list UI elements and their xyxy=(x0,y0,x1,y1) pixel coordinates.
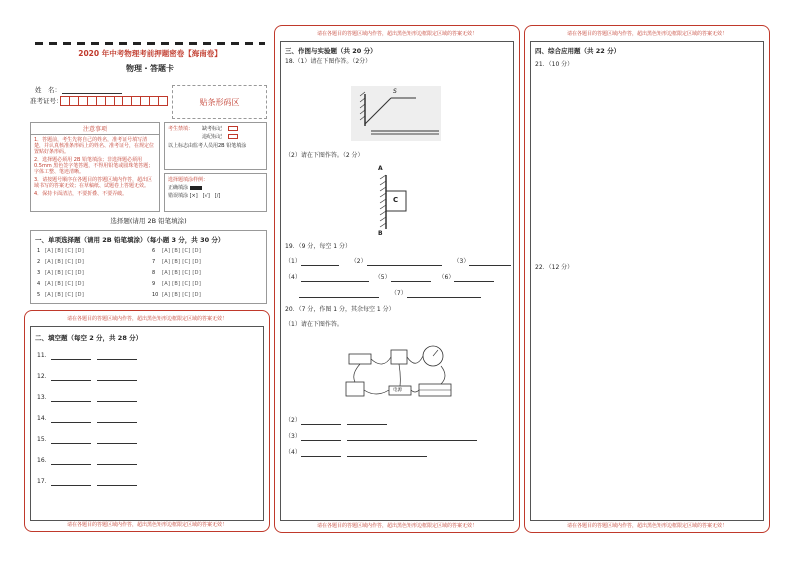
answer-options[interactable]: [A] [B] [C] [D] xyxy=(45,248,85,254)
barcode-label: 贴条形码区 xyxy=(199,97,240,107)
q20-part1: （1）请在下图作答。 xyxy=(285,321,343,328)
q19-title: 19．（9 分，每空 1 分） xyxy=(285,243,351,250)
top-warning: 请在各题目的答题区域内作答，超出黑色矩形边框限定区域的答案无效！ xyxy=(316,31,477,37)
circuit-figure xyxy=(341,342,456,410)
answer-options[interactable]: [A] [B] [C] [D] xyxy=(45,281,85,287)
q-number: 5 xyxy=(37,292,41,298)
q18-part2: （2）请在下图作答。（2 分） xyxy=(285,152,364,159)
q19-label: （2） xyxy=(350,258,367,265)
section2-frame xyxy=(24,310,270,532)
answer-blank[interactable] xyxy=(301,434,341,441)
q-number: 7 xyxy=(152,259,156,265)
section1-title: 一、单项选择题（请用 2B 铅笔填涂）（每小题 3 分，共 30 分） xyxy=(35,236,225,244)
answer-blank[interactable] xyxy=(301,418,341,425)
q19-label: （3） xyxy=(453,258,470,265)
answer-blank[interactable] xyxy=(97,353,137,360)
section4-box xyxy=(530,41,764,521)
answer-blank[interactable] xyxy=(301,450,341,457)
q19-label: （6） xyxy=(438,274,455,281)
correct-fill-label: 正确填涂 xyxy=(168,185,189,191)
notice-item: 2．选择题必须用 2B 铅笔填涂；非选择题必须用 0.5mm 黑色签字笔答题，不得用铅笔或圆珠笔答题；字体工整、笔迹清晰。 xyxy=(34,157,154,175)
absent-box xyxy=(164,122,267,170)
answer-blank[interactable] xyxy=(469,259,511,266)
exam-title: 2020 年中考物理考前押题密卷【海南卷】 xyxy=(78,49,222,58)
answer-options[interactable]: [A] [B] [C] [D] xyxy=(45,292,85,298)
label-s: S xyxy=(393,88,397,95)
section1-box xyxy=(30,230,267,304)
q19-label: （4） xyxy=(285,274,301,281)
answer-options[interactable]: [A] [B] [C] [D] xyxy=(162,270,202,276)
section3-frame xyxy=(274,25,520,533)
answer-blank[interactable] xyxy=(391,275,431,282)
violation-mark-box[interactable] xyxy=(228,134,238,139)
barcode-area xyxy=(172,85,267,119)
answer-blank[interactable] xyxy=(454,275,494,282)
q-number: 6 xyxy=(152,248,156,254)
answer-options[interactable]: [A] [B] [C] [D] xyxy=(162,248,202,254)
bottom-warning: 请在各题目的答题区域内作答，超出黑色矩形边框限定区域的答案无效！ xyxy=(66,522,227,528)
q20-label: （4） xyxy=(285,449,301,456)
bottom-warning: 请在各题目的答题区域内作答，超出黑色矩形边框限定区域的答案无效！ xyxy=(566,523,727,529)
answer-blank[interactable] xyxy=(97,479,137,486)
answer-blank[interactable] xyxy=(299,291,379,298)
correct-fill-mark xyxy=(190,186,202,190)
section3-box xyxy=(280,41,514,521)
q-number: 4 xyxy=(37,281,41,287)
answer-blank[interactable] xyxy=(97,395,137,402)
top-dashes xyxy=(35,42,265,45)
q20-title: 20．（7 分，作图 1 分，其余每空 1 分） xyxy=(285,306,395,313)
answer-blank[interactable] xyxy=(51,437,91,444)
q21-answer-area[interactable] xyxy=(531,72,765,262)
choice-header: 选择题(请用 2B 铅笔填涂) xyxy=(110,217,187,225)
violation-mark-label: 违纪标记 xyxy=(202,134,223,140)
label-b: B xyxy=(378,230,383,237)
answer-blank[interactable] xyxy=(347,434,477,441)
answer-options[interactable]: [A] [B] [C] [D] xyxy=(162,281,202,287)
q18-part1: 18.（1）请在下图作答。（2分） xyxy=(285,58,372,65)
absent-note: 以上标志由监考人员用2B 铅笔填涂 xyxy=(168,143,247,149)
answer-options[interactable]: [A] [B] [C] [D] xyxy=(45,259,85,265)
q-number: 11． xyxy=(37,352,51,359)
exam-number-label: 准考证号： xyxy=(30,97,63,105)
fill-sample-box xyxy=(164,173,267,212)
notice-item: 4．保持卡面清洁，不要折叠、不要弄破。 xyxy=(34,191,128,197)
q19-label: （5） xyxy=(374,274,391,281)
notice-title: 注意事项 xyxy=(31,123,159,135)
q22-label: 22．（12 分） xyxy=(535,264,574,271)
answer-blank[interactable] xyxy=(407,291,481,298)
answer-blank[interactable] xyxy=(301,259,339,266)
q-number: 13． xyxy=(37,394,51,401)
fill-sample-title: 选择题填涂样例： xyxy=(168,177,209,183)
exam-subtitle: 物理・答题卡 xyxy=(126,64,174,73)
answer-blank[interactable] xyxy=(97,437,137,444)
section3-title: 三、作图与实验题（共 20 分） xyxy=(285,47,377,55)
section4-frame xyxy=(524,25,770,533)
answer-blank[interactable] xyxy=(97,458,137,465)
answer-blank[interactable] xyxy=(97,416,137,423)
wrong-fill-label: 错误填涂 xyxy=(168,193,189,199)
section2-title: 二、填空题（每空 2 分，共 28 分） xyxy=(35,334,143,342)
answer-blank[interactable] xyxy=(97,374,137,381)
q-number: 8 xyxy=(152,270,156,276)
missing-mark-box[interactable] xyxy=(228,126,238,131)
q-number: 10 xyxy=(152,292,159,298)
answer-blank[interactable] xyxy=(51,416,91,423)
missing-mark-label: 缺考标记 xyxy=(202,126,223,132)
q-number: 17． xyxy=(37,478,51,485)
notice-item: 3．请按题号顺序在各题目的答题区域内作答，超出区域书写的答案无效；在草稿纸、试题卷上答题无效。 xyxy=(34,177,153,189)
answer-blank[interactable] xyxy=(301,275,369,282)
answer-blank[interactable] xyxy=(51,479,91,486)
answer-blank[interactable] xyxy=(51,395,91,402)
q-number: 1 xyxy=(37,248,41,254)
notice-item: 1．答题前，考生先将自己的姓名，准考证号填写清楚，并认真核准条形码上的姓名、准考证号，在规定位置贴好条形码。 xyxy=(34,137,155,155)
answer-blank[interactable] xyxy=(51,374,91,381)
q19-label: （1） xyxy=(285,258,301,265)
wrong-fill-marks: [×] [√] [/] xyxy=(189,193,221,199)
section2-box xyxy=(30,326,264,521)
q-number: 9 xyxy=(152,281,156,287)
block-figure xyxy=(376,167,426,237)
q-number: 14． xyxy=(37,415,51,422)
q-number: 2 xyxy=(37,259,41,265)
top-warning: 请在各题目的答题区域内作答，超出黑色矩形边框限定区域的答案无效！ xyxy=(566,31,727,37)
q20-label: （2） xyxy=(285,417,301,424)
q-number: 15． xyxy=(37,436,51,443)
power-source-label: 电源 xyxy=(393,388,402,393)
block-label: C xyxy=(393,196,399,204)
answer-blank[interactable] xyxy=(347,418,387,425)
notice-box xyxy=(30,122,160,212)
q-number: 3 xyxy=(37,270,41,276)
label-a: A xyxy=(378,165,383,172)
q21-label: 21．（10 分） xyxy=(535,61,574,68)
section4-title: 四、综合应用题（共 22 分） xyxy=(535,47,621,55)
answer-blank[interactable] xyxy=(51,458,91,465)
absent-label: 考生禁填： xyxy=(168,126,194,132)
answer-blank[interactable] xyxy=(347,450,427,457)
answer-blank[interactable] xyxy=(367,259,442,266)
name-field[interactable] xyxy=(62,93,122,94)
answer-options[interactable]: [A] [B] [C] [D] xyxy=(162,292,202,298)
answer-blank[interactable] xyxy=(51,353,91,360)
bottom-warning: 请在各题目的答题区域内作答，超出黑色矩形边框限定区域的答案无效！ xyxy=(316,523,477,529)
mirror-figure xyxy=(351,86,441,141)
q19-label: （7） xyxy=(390,290,407,297)
answer-options[interactable]: [A] [B] [C] [D] xyxy=(45,270,85,276)
exam-number-grid[interactable] xyxy=(60,96,168,106)
top-warning: 请在各题目的答题区域内作答，超出黑色矩形边框限定区域的答案无效！ xyxy=(66,316,227,322)
answer-options[interactable]: [A] [B] [C] [D] xyxy=(162,259,202,265)
q-number: 16． xyxy=(37,457,51,464)
q20-label: （3） xyxy=(285,433,301,440)
q-number: 12． xyxy=(37,373,51,380)
q22-answer-area[interactable] xyxy=(531,278,765,518)
name-label: 姓 名： xyxy=(35,86,61,94)
